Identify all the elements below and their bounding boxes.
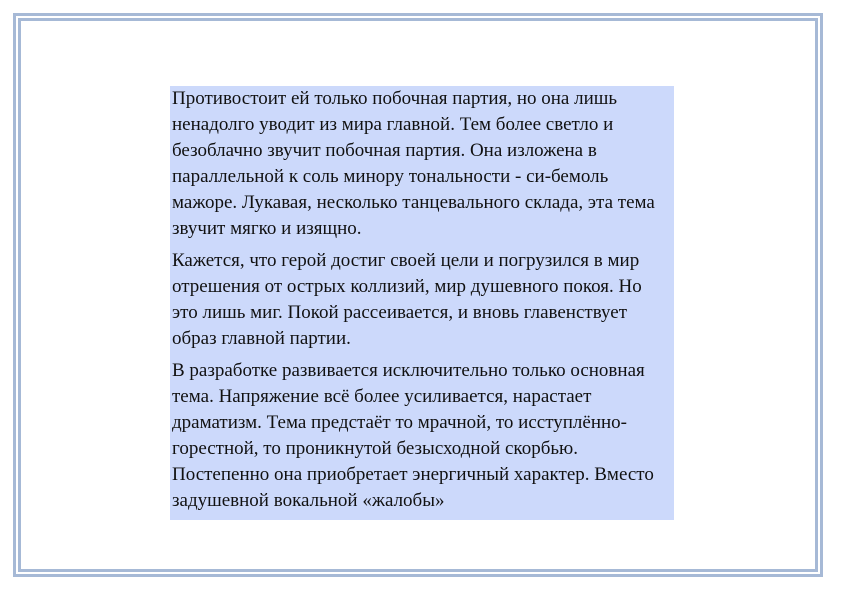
paragraph-1: Противостоит ей только побочная партия, но она лишь ненадолго уводит из мира главной. Тем более светло и безоблачно звучит побочная партия. Она изложена в параллельной к соль минору тональности - си-бемоль мажоре. Лукавая, несколько танцевального склада, эта тема звучит мягко и изящно.: [172, 88, 655, 239]
paragraph-2: Кажется, что герой достиг своей цели и погрузился в мир отрешения от острых коллизий, мир душевного покоя. Но это лишь миг. Покой рассеивается, и вновь главенствует образ главной партии.: [172, 250, 642, 349]
text-block: [170, 86, 674, 520]
paragraph-3: В разработке развивается исключительно только основная тема. Напряжение всё более усиливается, нарастает драматизм. Тема предстаёт то мрачной, то исступлённо-горестной, то проникнутой безысходной скорбью. Постепенно она приобретает энергичный характер. Вместо задушевной вокальной «жалобы»: [172, 360, 654, 511]
